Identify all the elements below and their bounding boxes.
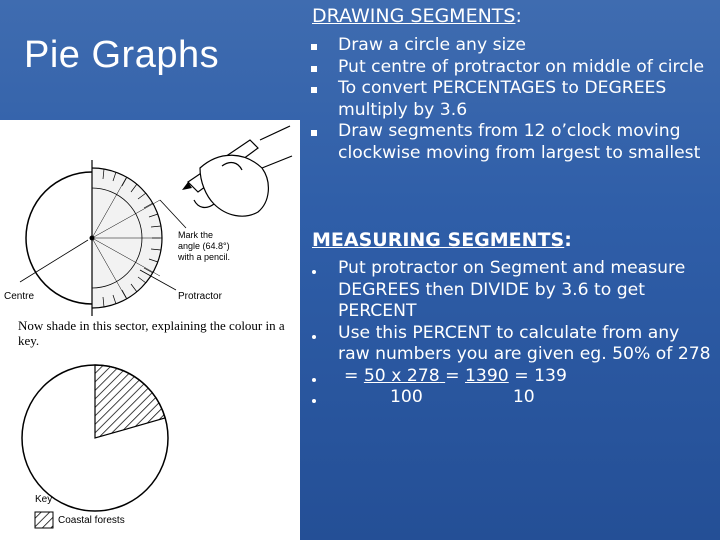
shaded-sector bbox=[95, 365, 165, 438]
bullet-text: To convert PERCENTAGES to DEGREES multiply by 3.6 bbox=[338, 78, 667, 120]
mark-annotation-line-3: with a pencil. bbox=[178, 252, 231, 262]
legend-label: Coastal forests bbox=[58, 515, 125, 526]
bullet-text: Draw segments from 12 o’clock moving clockwise moving from largest to smallest bbox=[338, 121, 701, 163]
heading-colon: : bbox=[515, 5, 522, 27]
measuring-steps-list bbox=[308, 258, 716, 409]
protractor-figure bbox=[0, 120, 300, 540]
equals-sign: = bbox=[445, 365, 460, 386]
formula-result-top: 1390 bbox=[465, 365, 509, 386]
list-item bbox=[308, 35, 716, 57]
list-item bbox=[308, 323, 716, 366]
formula-numerator-line bbox=[308, 366, 716, 388]
centre-label: Centre bbox=[4, 291, 35, 302]
square-bullet-icon bbox=[311, 130, 317, 136]
dot-bullet-icon bbox=[312, 270, 316, 274]
formula-final: = 139 bbox=[514, 365, 567, 386]
dot-bullet-icon bbox=[312, 335, 316, 339]
mark-annotation-line-1: Mark the bbox=[178, 230, 214, 240]
bullet-text: Put centre of protractor on middle of circle bbox=[338, 56, 705, 77]
formula-denominator: 100 bbox=[390, 387, 423, 407]
heading-colon: : bbox=[564, 229, 572, 251]
list-item bbox=[308, 78, 716, 121]
drawing-segments-heading bbox=[312, 5, 522, 27]
bullet-text: Draw a circle any size bbox=[338, 35, 526, 55]
mark-annotation-line-2: angle (64.8°) bbox=[178, 241, 230, 251]
formula-result-bottom: 10 bbox=[512, 387, 535, 407]
formula-numerator: 50 x 278 bbox=[363, 365, 440, 386]
list-item bbox=[308, 258, 716, 323]
key-label: Key bbox=[35, 494, 53, 505]
protractor-label: Protractor bbox=[178, 291, 222, 302]
list-item bbox=[308, 57, 716, 79]
heading-text: MEASURING SEGMENTS bbox=[312, 229, 565, 251]
centre-dot bbox=[90, 236, 95, 241]
legend-swatch bbox=[35, 512, 53, 528]
bullet-text: Put protractor on Segment and measure DEGREES then DIVIDE by 3.6 to get PERCENT bbox=[338, 258, 686, 321]
list-item bbox=[308, 121, 716, 164]
formula-denominator-line bbox=[308, 387, 716, 409]
drawing-steps-list bbox=[308, 35, 716, 164]
dot-bullet-icon bbox=[312, 399, 316, 403]
heading-text: DRAWING SEGMENTS bbox=[312, 5, 516, 27]
slide-title: Pie Graphs bbox=[24, 34, 220, 76]
mark-annotation bbox=[178, 230, 278, 263]
dot-bullet-icon bbox=[312, 378, 316, 382]
hand-drawing bbox=[188, 126, 292, 216]
figure-caption: Now shade in this sector, explaining the colour in a key. bbox=[18, 318, 285, 348]
bullet-text: Use this PERCENT to calculate from any raw numbers you are given eg. 50% of 278 bbox=[338, 322, 711, 364]
square-bullet-icon bbox=[311, 44, 317, 50]
measuring-segments-heading bbox=[312, 229, 572, 251]
equals-sign: = bbox=[344, 365, 359, 386]
square-bullet-icon bbox=[311, 66, 317, 72]
square-bullet-icon bbox=[311, 87, 317, 93]
